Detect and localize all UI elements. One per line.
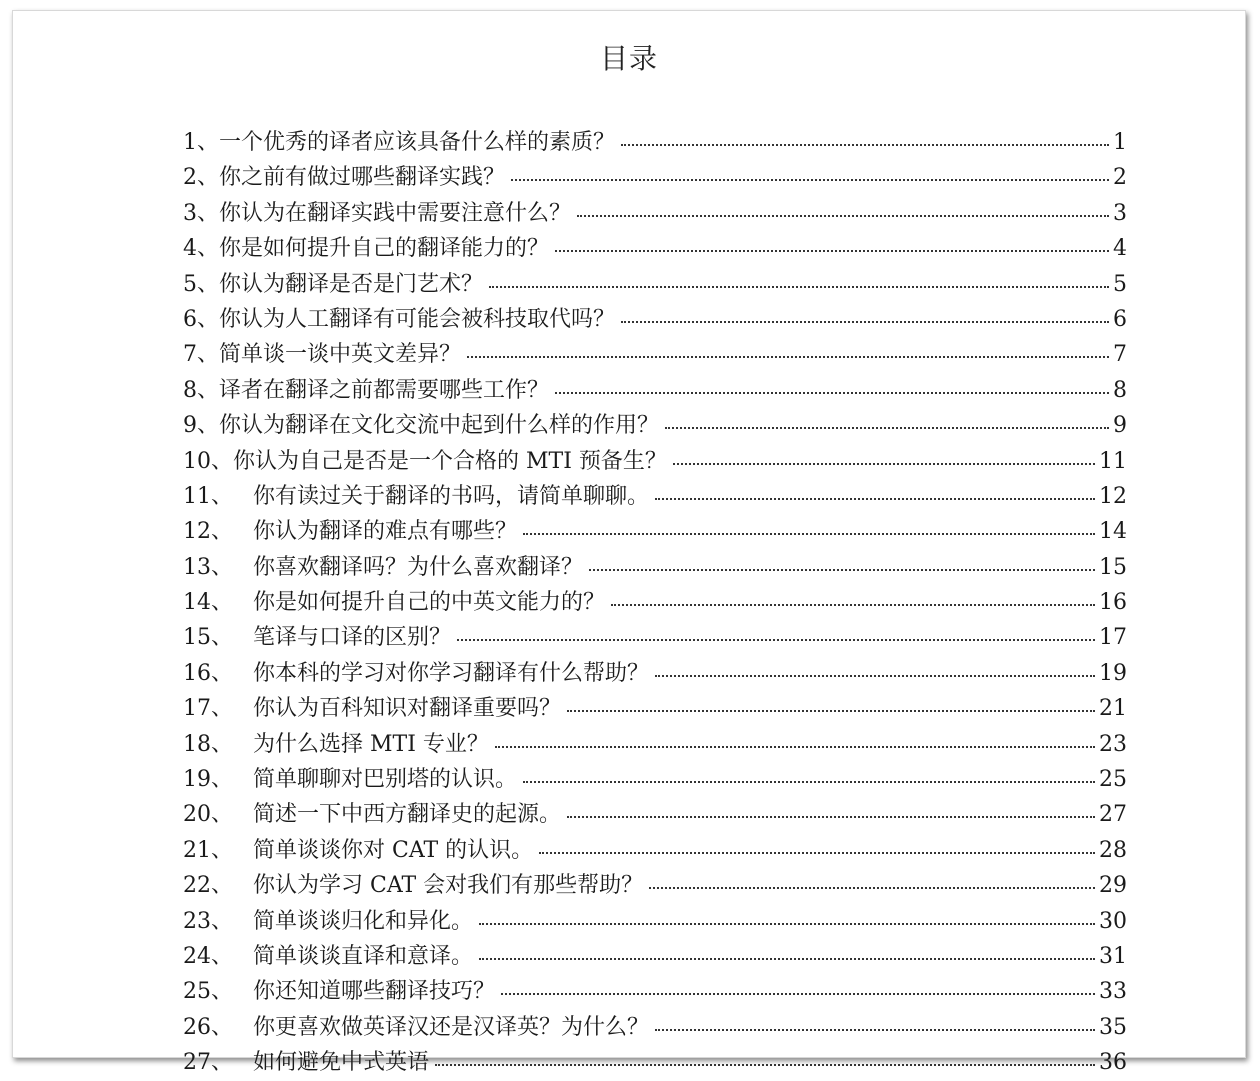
toc-entry-number: 13、 [183, 554, 233, 580]
page-title: 目录 [599, 42, 658, 75]
toc-entry-number: 7、 [183, 342, 219, 368]
toc-entry-title: 你认为学习 CAT 会对我们有那些帮助？ [253, 873, 644, 899]
toc-entry[interactable] [183, 444, 1127, 479]
toc-entry-title: 笔译与口译的区别？ [253, 625, 452, 651]
toc-entry-number: 23、 [183, 908, 233, 934]
toc-entry[interactable] [183, 656, 1127, 691]
toc-entry-number: 9、 [183, 413, 219, 439]
toc-entry-number: 14、 [183, 590, 233, 616]
toc-entry[interactable] [183, 408, 1127, 443]
toc-entry[interactable] [183, 939, 1127, 974]
toc-entry[interactable] [183, 337, 1127, 372]
toc-entry-number: 12、 [183, 519, 233, 545]
toc-entry-page-number: 12 [1099, 483, 1127, 509]
toc-entry-title: 简述一下中西方翻译史的起源。 [253, 802, 562, 828]
toc-entry-number: 20、 [183, 802, 233, 828]
toc-entry-number: 21、 [183, 837, 233, 863]
toc-entry[interactable] [183, 302, 1127, 337]
toc-entry[interactable] [183, 514, 1127, 549]
dot-leader [567, 815, 1095, 818]
toc-entry-number: 6、 [183, 306, 219, 332]
toc-entry[interactable] [183, 691, 1127, 726]
toc-entry-page-number: 5 [1113, 271, 1127, 297]
toc-entry-title: 你认为在翻译实践中需要注意什么？ [219, 200, 572, 226]
toc-entry-page-number: 15 [1099, 554, 1127, 580]
dot-leader [577, 214, 1109, 217]
toc-entry-page-number: 8 [1113, 377, 1127, 403]
dot-leader [489, 285, 1109, 288]
toc-entry-number: 16、 [183, 660, 233, 686]
toc-entry-title: 你认为翻译在文化交流中起到什么样的作用？ [219, 413, 660, 439]
toc-entry-title: 译者在翻译之前都需要哪些工作？ [219, 377, 550, 403]
toc-entry[interactable] [183, 1010, 1127, 1045]
dot-leader [655, 497, 1095, 500]
toc-entry-page-number: 35 [1099, 1014, 1127, 1040]
dot-leader [479, 922, 1095, 925]
dot-leader [555, 249, 1109, 252]
toc-entry-number: 26、 [183, 1014, 233, 1040]
toc-entry-page-number: 17 [1099, 625, 1127, 651]
toc-entry-page-number: 19 [1099, 660, 1127, 686]
toc-entry-number: 15、 [183, 625, 233, 651]
dot-leader [523, 532, 1095, 535]
toc-entry-number: 24、 [183, 943, 233, 969]
toc-entry[interactable] [183, 479, 1127, 514]
toc-entry-page-number: 6 [1113, 306, 1127, 332]
toc-entry-page-number: 33 [1099, 979, 1127, 1005]
toc-entry-number: 4、 [183, 236, 219, 262]
toc-entry-page-number: 9 [1113, 413, 1127, 439]
dot-leader [457, 638, 1095, 641]
toc-entry-title: 你是如何提升自己的中英文能力的？ [253, 590, 606, 616]
dot-leader [655, 674, 1095, 677]
toc-entry-page-number: 31 [1099, 943, 1127, 969]
toc-entry-page-number: 36 [1099, 1050, 1127, 1076]
toc-entry[interactable] [183, 585, 1127, 620]
toc-entry-page-number: 16 [1099, 590, 1127, 616]
dot-leader [511, 178, 1109, 181]
dot-leader [501, 992, 1095, 995]
toc-entry[interactable] [183, 904, 1127, 939]
dot-leader [611, 603, 1095, 606]
dot-leader [589, 568, 1095, 571]
toc-entry[interactable] [183, 160, 1127, 195]
toc-entry-title: 你本科的学习对你学习翻译有什么帮助？ [253, 660, 650, 686]
toc-entry-title: 简单谈一谈中英文差异？ [219, 342, 462, 368]
toc-entry[interactable] [183, 196, 1127, 231]
toc-entry-number: 11、 [183, 483, 233, 509]
toc-entry-number: 19、 [183, 767, 233, 793]
toc-entry-page-number: 3 [1113, 200, 1127, 226]
dot-leader [467, 355, 1109, 358]
toc-entry-title: 简单谈谈归化和异化。 [253, 908, 474, 934]
toc-entry[interactable] [183, 373, 1127, 408]
toc-entry-page-number: 25 [1099, 767, 1127, 793]
toc-entry-title: 你有读过关于翻译的书吗，请简单聊聊。 [253, 483, 650, 509]
toc-entry[interactable] [183, 762, 1127, 797]
toc-entry-page-number: 7 [1113, 342, 1127, 368]
toc-entry-title: 你之前有做过哪些翻译实践？ [219, 165, 506, 191]
toc-entry-title: 你认为自己是否是一个合格的 MTI 预备生？ [233, 448, 667, 474]
toc-entry[interactable] [183, 833, 1127, 868]
toc-entry-page-number: 30 [1099, 908, 1127, 934]
dot-leader [479, 957, 1095, 960]
toc-entry-number: 25、 [183, 979, 233, 1005]
toc-entry[interactable] [183, 267, 1127, 302]
toc-entry-page-number: 1 [1113, 130, 1127, 155]
dot-leader [555, 391, 1109, 394]
dot-leader [539, 851, 1095, 854]
toc-entry[interactable] [183, 1045, 1127, 1080]
toc-entry[interactable] [183, 550, 1127, 585]
toc-entry[interactable] [183, 125, 1127, 160]
toc-entry-page-number: 21 [1099, 696, 1127, 722]
toc-entry-title: 简单谈谈直译和意译。 [253, 943, 474, 969]
dot-leader [621, 320, 1109, 323]
toc-entry-title: 你更喜欢做英译汉还是汉译英？为什么？ [253, 1014, 650, 1040]
toc-entry-title: 你是如何提升自己的翻译能力的？ [219, 236, 550, 262]
dot-leader [655, 1028, 1095, 1031]
dot-leader [673, 462, 1095, 465]
toc-entry-title: 为什么选择 MTI 专业？ [253, 731, 489, 757]
toc-entry-page-number: 29 [1099, 873, 1127, 899]
toc-entry-number: 17、 [183, 696, 233, 722]
table-of-contents [183, 125, 1127, 1081]
toc-entry-number: 18、 [183, 731, 233, 757]
toc-entry[interactable] [183, 231, 1127, 266]
toc-entry-page-number: 11 [1099, 448, 1127, 474]
toc-entry-page-number: 28 [1099, 837, 1127, 863]
toc-entry-title: 你喜欢翻译吗？为什么喜欢翻译？ [253, 554, 584, 580]
document-page [12, 10, 1246, 1076]
toc-entry-number: 1、 [183, 130, 219, 155]
toc-entry-number: 22、 [183, 873, 233, 899]
toc-entry-page-number: 14 [1099, 519, 1127, 545]
dot-leader [649, 886, 1095, 889]
toc-entry-title: 一个优秀的译者应该具备什么样的素质？ [219, 130, 616, 155]
dot-leader [567, 709, 1095, 712]
dot-leader [665, 426, 1109, 429]
toc-entry-number: 8、 [183, 377, 219, 403]
toc-entry[interactable] [183, 868, 1127, 903]
toc-entry-title: 如何避免中式英语 [253, 1050, 430, 1076]
toc-entry-page-number: 2 [1113, 165, 1127, 191]
toc-entry[interactable] [183, 620, 1127, 655]
toc-entry-number: 27、 [183, 1050, 233, 1076]
toc-entry-number: 2、 [183, 165, 219, 191]
toc-entry-title: 简单聊聊对巴别塔的认识。 [253, 767, 518, 793]
toc-entry[interactable] [183, 797, 1127, 832]
dot-leader [435, 1063, 1095, 1066]
dot-leader [523, 780, 1095, 783]
toc-entry-page-number: 27 [1099, 802, 1127, 828]
toc-entry[interactable] [183, 974, 1127, 1009]
toc-entry-title: 你认为人工翻译有可能会被科技取代吗？ [219, 306, 616, 332]
toc-entry-title: 你认为翻译的难点有哪些？ [253, 519, 518, 545]
dot-leader [495, 745, 1095, 748]
toc-entry-title: 你认为百科知识对翻译重要吗？ [253, 696, 562, 722]
toc-entry-page-number: 4 [1113, 236, 1127, 262]
toc-entry[interactable] [183, 727, 1127, 762]
dot-leader [621, 143, 1109, 146]
toc-entry-title: 你还知道哪些翻译技巧？ [253, 979, 496, 1005]
toc-entry-number: 3、 [183, 200, 219, 226]
toc-entry-title: 简单谈谈你对 CAT 的认识。 [253, 837, 534, 863]
toc-entry-title: 你认为翻译是否是门艺术？ [219, 271, 484, 297]
toc-entry-page-number: 23 [1099, 731, 1127, 757]
toc-entry-number: 10、 [183, 448, 233, 474]
toc-entry-number: 5、 [183, 271, 219, 297]
